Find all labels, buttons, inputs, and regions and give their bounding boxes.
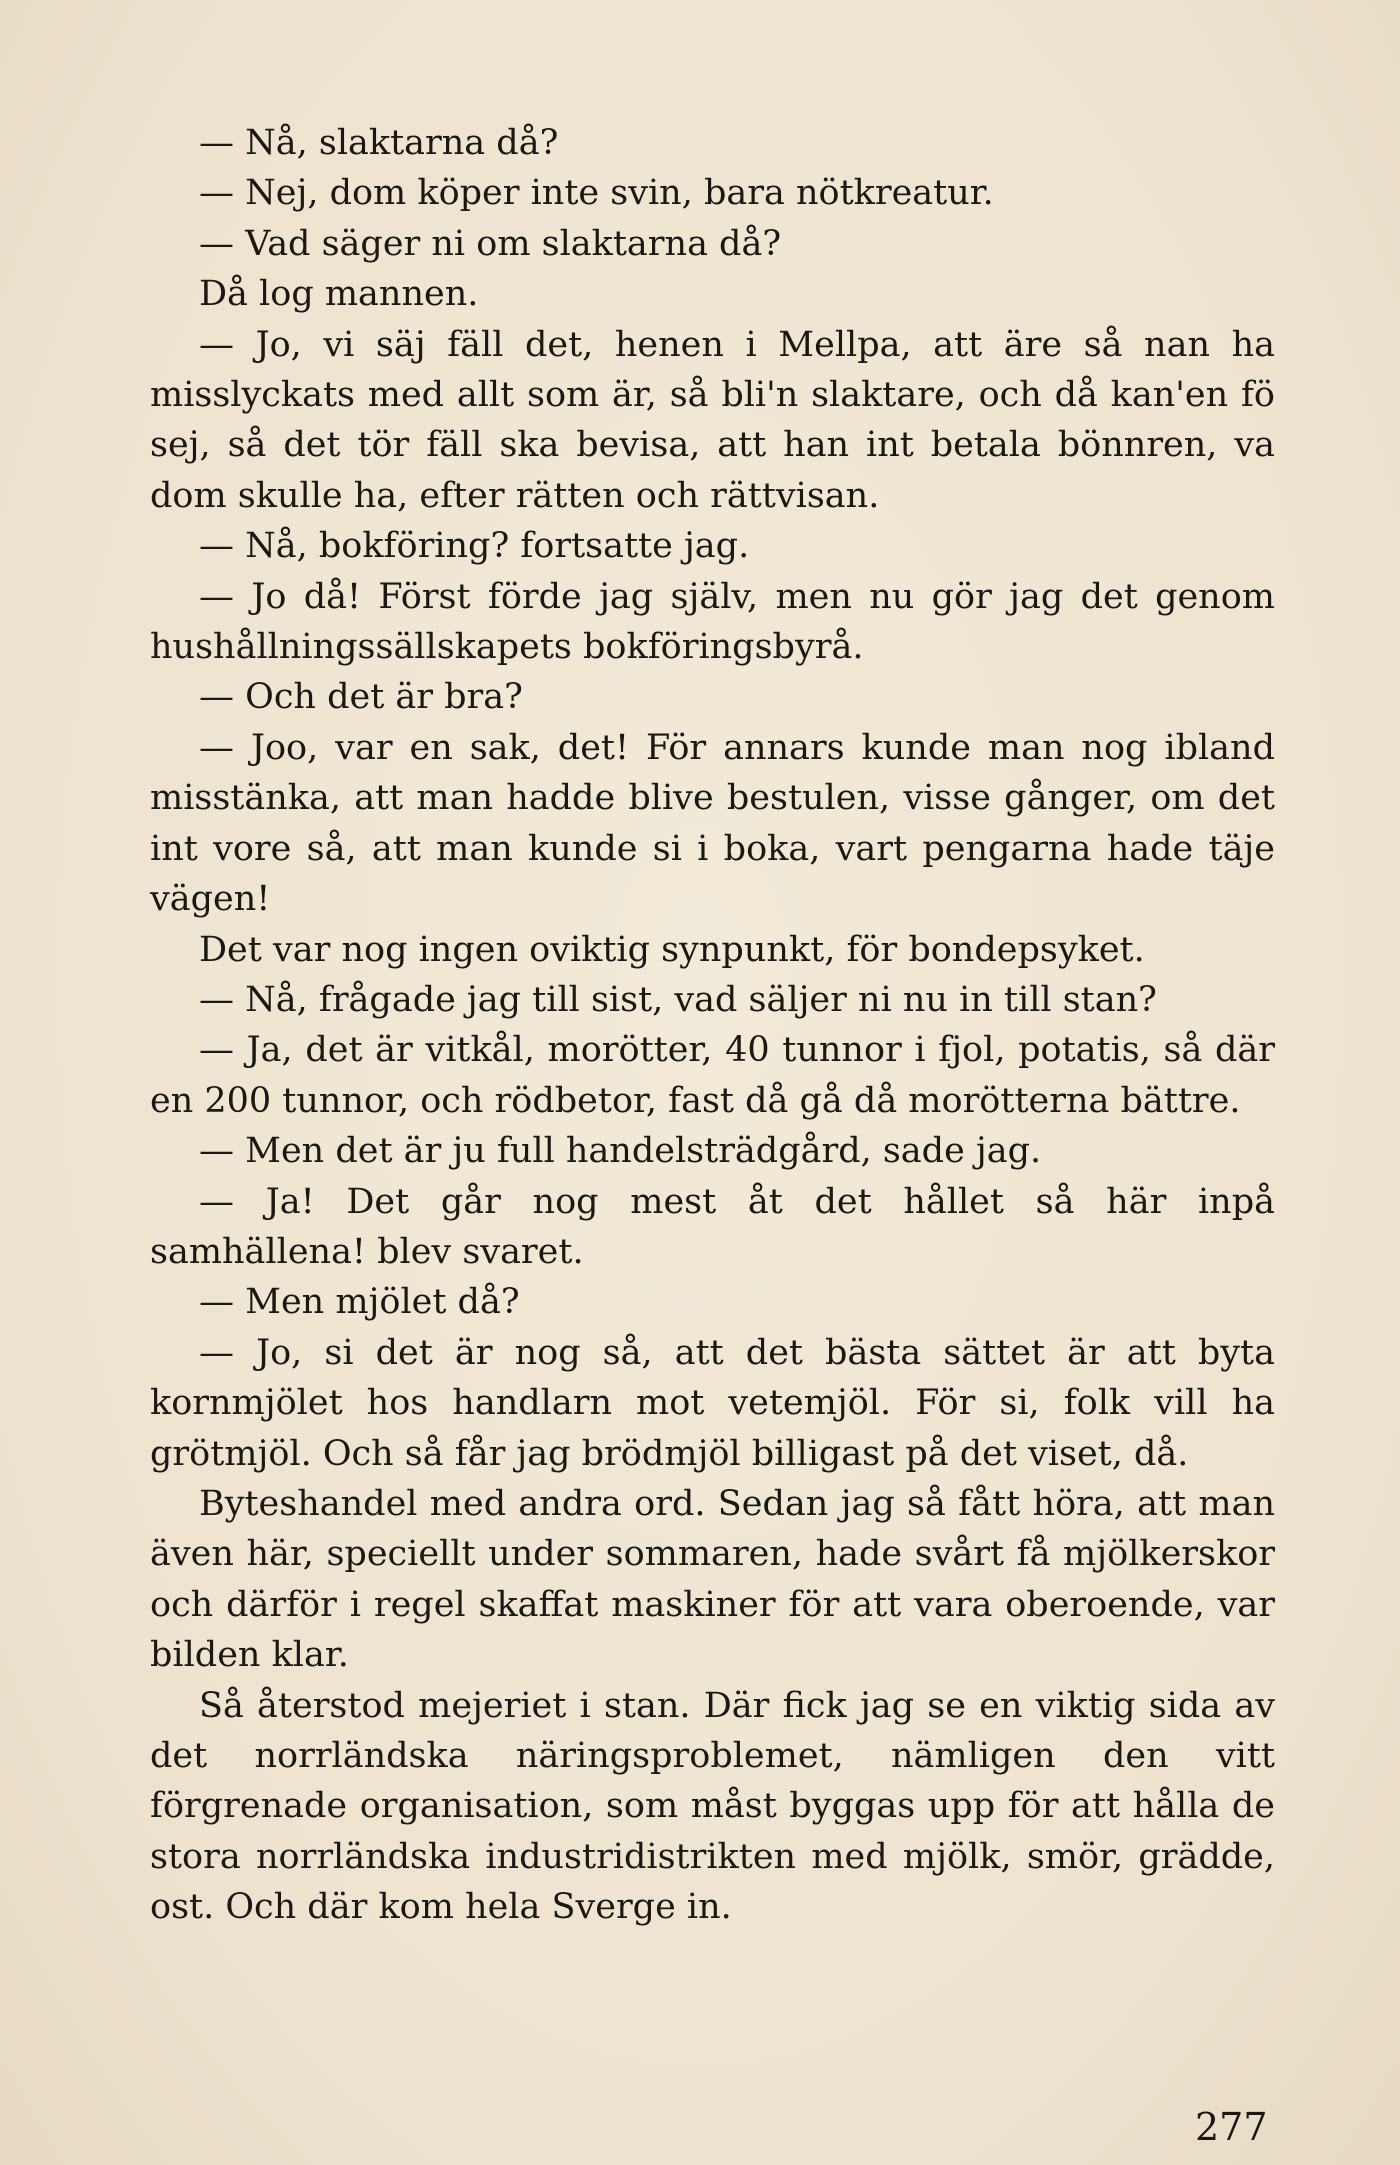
paragraph: — Men det är ju full handelsträdgård, sade jag.	[199, 1131, 1042, 1172]
paragraph: — Nej, dom köper inte svin, bara nötkreatur.	[199, 173, 994, 214]
body-text	[150, 118, 1275, 1933]
paragraph: — Nå, frågade jag till sist, vad säljer ni nu in till stan?	[199, 979, 1157, 1020]
paragraph: — Nå, slaktarna då?	[199, 123, 559, 163]
paragraph: — Jo, vi säj fäll det, henen i Mellpa, att äre så nan ha misslyckats med allt som är, så bli'n slaktare, och då kan'en fö sej, så det tör fäll ska bevisa, att han int betala bönnren, va dom skulle ha, efter rätten och rättvisan.	[150, 324, 1275, 516]
paragraph: Så återstod mejeriet i stan. Där fick jag se en viktig sida av det norrländska näringsproblemet, nämligen den vitt förgrenade organisation, som måst byggas upp för att hålla de stora norrländska industridistrikten med mjölk, smör, grädde, ost. Och där kom hela Sverge in.	[150, 1685, 1275, 1928]
paragraph: — Joo, var en sak, det! För annars kunde man nog ibland misstänka, att man hadde blive bestulen, visse gånger, om det int vore så, att man kunde si i boka, vart pengarna hade täje vägen!	[150, 727, 1275, 920]
page-number: 277	[1195, 2105, 1268, 2149]
paragraph: — Jo då! Först förde jag själv, men nu gör jag det genom hushållningssällskapets bokföringsbyrå.	[150, 576, 1275, 668]
paragraph: Det var nog ingen oviktig synpunkt, för bondepsyket.	[199, 929, 1145, 970]
paragraph: — Ja! Det går nog mest åt det hållet så här inpå samhällena! blev svaret.	[150, 1181, 1275, 1272]
paragraph: — Men mjölet då?	[199, 1282, 520, 1323]
paragraph: — Jo, si det är nog så, att det bästa sättet är att byta kornmjölet hos handlarn mot vetemjöl. För si, folk vill ha grötmjöl. Och så får jag brödmjöl billigast på det viset, då.	[150, 1332, 1275, 1474]
paragraph: — Och det är bra?	[199, 677, 523, 718]
paragraph: Byteshandel med andra ord. Sedan jag så fått höra, att man även här, speciellt under sommaren, hade svårt få mjölkerskor och därför i regel skaffat maskiner för att vara oberoende, var bilden klar.	[150, 1483, 1275, 1676]
paragraph: — Nå, bokföring? fortsatte jag.	[199, 526, 750, 567]
paragraph: Då log mannen.	[199, 274, 479, 315]
paragraph: — Ja, det är vitkål, morötter, 40 tunnor i fjol, potatis, så där en 200 tunnor, och rödbetor, fast då gå då morötterna bättre.	[150, 1030, 1275, 1121]
paragraph: — Vad säger ni om slaktarna då?	[199, 223, 782, 264]
